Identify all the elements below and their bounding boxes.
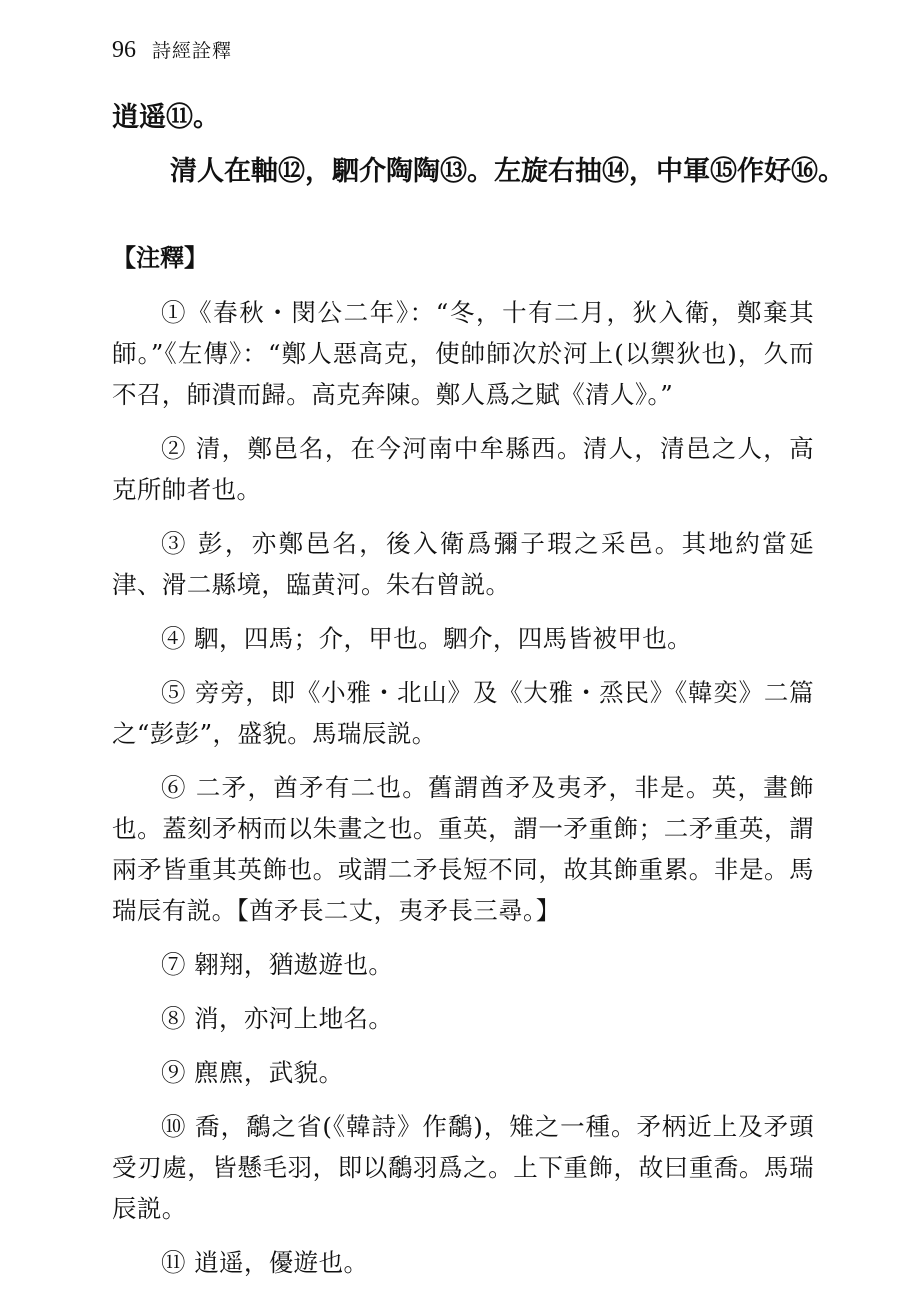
note-6: ⑥ 二矛，酋矛有二也。舊謂酋矛及夷矛，非是。英，畫飾也。蓋刻矛柄而以朱畫之也。重英，謂一矛重飾；二矛重英，謂兩矛皆重其英飾也。或謂二矛長短不同，故其飾重累。非是。馬瑞辰有説。【酋矛長二丈，夷矛長三尋。】 [112, 773, 814, 925]
note-3: ③ 彭，亦鄭邑名，後入衛爲彌子瑕之采邑。其地約當延津、滑二縣境，臨黄河。朱右曾説。 [112, 529, 814, 599]
note-9: ⑨ 麃麃，武貌。 [161, 1058, 344, 1087]
note-7: ⑦ 翱翔，猶遨遊也。 [161, 950, 394, 979]
poem-line-1: 逍遥⑪。 [112, 102, 220, 133]
poem-line-2: 清人在軸⑫，駟介陶陶⑬。左旋右抽⑭，中軍⑮作好⑯。 [170, 156, 845, 187]
running-head [112, 36, 232, 68]
poem-text [112, 96, 845, 204]
annotation-list [112, 292, 814, 1296]
section-heading-annotations: 【注釋】 [112, 244, 208, 272]
note-5: ⑤ 旁旁，即《小雅・北山》及《大雅・烝民》《韓奕》二篇之“彭彭”，盛貌。馬瑞辰説。 [112, 678, 814, 748]
note-11: ⑪ 逍遥，優遊也。 [161, 1248, 369, 1277]
note-4: ④ 駟，四馬；介，甲也。駟介，四馬皆被甲也。 [161, 624, 693, 653]
note-2: ② 清，鄭邑名，在今河南中牟縣西。清人，清邑之人，高克所帥者也。 [112, 434, 814, 504]
note-8: ⑧ 消，亦河上地名。 [161, 1004, 394, 1033]
book-title: 詩經詮釋 [152, 40, 233, 62]
page-number: 96 [112, 37, 136, 63]
note-10: ⑩ 喬，鷮之省(《韓詩》作鷮)，雉之一種。矛柄近上及矛頭受刃處，皆懸毛羽，即以鷮羽爲之。上下重飾，故曰重喬。馬瑞辰説。 [112, 1112, 814, 1223]
note-1: ①《春秋・閔公二年》：“冬，十有二月，狄入衛，鄭棄其師。”《左傳》：“鄭人惡高克，使帥師次於河上(以禦狄也)，久而不召，師潰而歸。高克奔陳。鄭人爲之賦《清人》。” [112, 298, 814, 409]
